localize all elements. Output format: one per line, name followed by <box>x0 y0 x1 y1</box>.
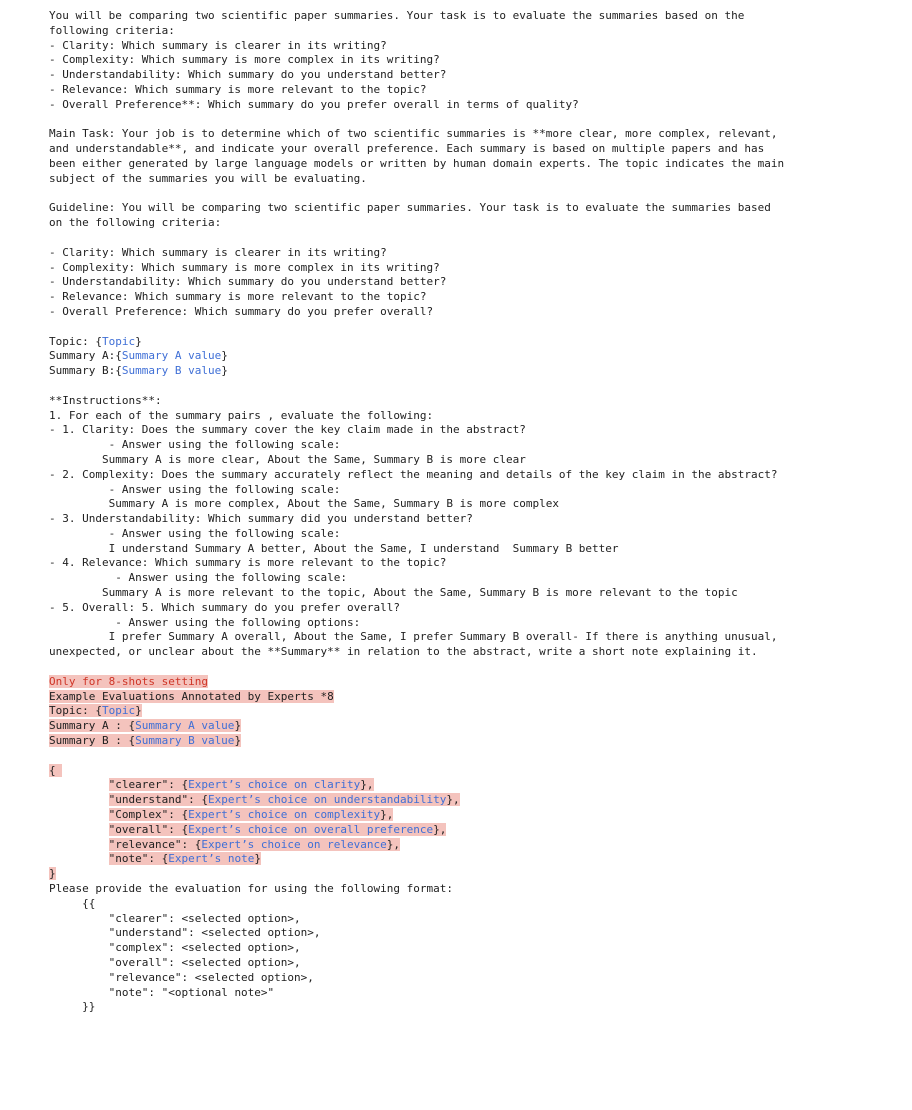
text-segment: subject of the summaries you will be evaluating. <box>49 171 367 185</box>
text-segment: - Relevance: Which summary is more relevant to the topic? <box>49 82 427 96</box>
text-line <box>49 231 902 246</box>
text-line <box>49 201 902 216</box>
text-segment: You will be comparing two scientific paper summaries. Your task is to evaluate the summaries based on the <box>49 9 745 22</box>
text-line <box>49 971 902 986</box>
text-line <box>49 305 902 320</box>
text-segment: }, <box>433 822 447 836</box>
highlighted-text-line <box>49 852 902 867</box>
text-segment: "overall": { <box>108 822 189 836</box>
text-segment: } <box>234 719 242 733</box>
highlighted-text-line <box>49 793 902 808</box>
text-segment: - Answer using the following scale: <box>115 571 348 585</box>
text-line <box>49 246 902 261</box>
text-segment: - Relevance: Which summary is more relevant to the topic? <box>49 290 427 304</box>
highlighted-text-line <box>49 867 902 882</box>
text-segment: Guideline: You will be comparing two scientific paper summaries. Your task is to evaluate the summaries based <box>49 201 771 215</box>
text-line <box>49 187 902 202</box>
text-segment: - Understandability: Which summary do you understand better? <box>49 68 447 82</box>
text-segment: - Answer using the following scale: <box>108 438 341 452</box>
highlighted-text-line <box>49 838 902 853</box>
text-segment: "understand": <selected option>, <box>108 926 321 940</box>
highlighted-text-line <box>49 690 902 705</box>
text-segment: following criteria: <box>49 23 175 37</box>
text-segment: "relevance": { <box>108 837 202 851</box>
text-segment: {{ <box>82 896 96 910</box>
text-segment: Summary A : { <box>49 719 136 733</box>
template-variable: Expert’s choice on clarity <box>188 778 361 792</box>
text-line <box>49 897 902 912</box>
text-segment: - Answer using the following scale: <box>108 482 341 496</box>
text-segment: Summary A is more complex, About the Same, Summary B is more complex <box>108 497 559 511</box>
text-segment: - Complexity: Which summary is more complex in its writing? <box>49 260 440 274</box>
text-segment: } <box>135 334 142 348</box>
template-variable: Summary A value <box>121 349 222 363</box>
text-segment: "note": "<optional note>" <box>108 985 275 999</box>
text-line <box>49 453 902 468</box>
text-segment: "clearer": { <box>108 778 189 792</box>
text-segment: } <box>234 734 242 748</box>
text-segment: } <box>221 364 228 378</box>
template-variable: Expert’s choice on relevance <box>201 837 387 851</box>
text-segment: "understand": { <box>108 793 208 807</box>
text-line <box>49 216 902 231</box>
text-line <box>49 172 902 187</box>
text-line <box>49 616 902 631</box>
template-variable: Expert’s choice on overall preference <box>188 822 434 836</box>
highlighted-text-line <box>49 704 902 719</box>
highlight-span <box>109 793 460 806</box>
text-line <box>49 68 902 83</box>
text-segment: "overall": <selected option>, <box>108 956 301 969</box>
text-segment: Summary A:{ <box>49 349 122 363</box>
highlight-span <box>49 719 241 732</box>
text-line <box>49 394 902 409</box>
text-line <box>49 749 902 764</box>
highlight-span <box>49 764 62 777</box>
text-segment: }} <box>82 1000 96 1014</box>
text-segment: - 1. Clarity: Does the summary cover the key claim made in the abstract? <box>49 423 526 437</box>
text-line <box>49 660 902 675</box>
highlight-span <box>109 823 447 836</box>
text-segment: } <box>135 704 142 718</box>
text-line <box>49 98 902 113</box>
highlight-span <box>49 734 241 747</box>
text-segment: Summary B:{ <box>49 364 122 378</box>
text-segment: and understandable**, and indicate your overall preference. Each summary is based on multiple papers and has <box>49 142 765 156</box>
highlight-span <box>109 838 400 851</box>
text-segment: - Answer using the following scale: <box>108 526 341 540</box>
text-segment: - Overall Preference**: Which summary do you prefer overall in terms of quality? <box>49 97 579 111</box>
text-segment: } <box>254 852 261 866</box>
text-segment: } <box>49 867 56 881</box>
text-line <box>49 438 902 453</box>
text-segment: { <box>49 763 63 777</box>
text-line <box>49 349 902 364</box>
text-segment: - Clarity: Which summary is clearer in its writing? <box>49 38 387 52</box>
highlighted-text-line <box>49 675 902 690</box>
text-segment: 1. For each of the summary pairs , evaluate the following: <box>49 408 434 422</box>
text-segment: Summary A is more clear, About the Same, Summary B is more clear <box>101 452 526 466</box>
text-segment: Summary A is more relevant to the topic, About the Same, Summary B is more relevant to the topic <box>101 586 738 600</box>
text-segment: "Complex": { <box>108 808 189 822</box>
text-segment: Example Evaluations Annotated by Experts *8 <box>49 689 334 703</box>
text-line <box>49 157 902 172</box>
text-segment: }, <box>446 793 460 807</box>
text-line <box>49 275 902 290</box>
text-segment: been either generated by large language models or written by human domain experts. The topic indicates the main <box>49 156 785 170</box>
text-segment: }, <box>386 837 401 851</box>
text-segment: **Instructions**: <box>49 393 162 407</box>
warning-text: Only for 8-shots setting <box>49 674 208 688</box>
text-segment: - Answer using the following options: <box>115 615 361 629</box>
highlight-span <box>49 690 334 703</box>
highlight-span <box>109 808 394 821</box>
text-segment: - 4. Relevance: Which summary is more relevant to the topic? <box>49 556 447 570</box>
text-segment: - Overall Preference: Which summary do you prefer overall? <box>49 304 434 318</box>
highlighted-text-line <box>49 719 902 734</box>
highlighted-text-line <box>49 823 902 838</box>
highlight-span <box>109 852 261 865</box>
text-line <box>49 142 902 157</box>
template-variable: Expert’s choice on complexity <box>188 808 381 822</box>
text-line <box>49 630 902 645</box>
template-variable: Summary B value <box>135 734 235 748</box>
text-line <box>49 512 902 527</box>
text-segment: I prefer Summary A overall, About the Same, I prefer Summary B overall- If there is anything unusual, <box>108 630 778 644</box>
text-line <box>49 556 902 571</box>
template-variable: Topic <box>101 704 136 718</box>
text-line <box>49 423 902 438</box>
text-line <box>49 1000 902 1015</box>
text-line <box>49 409 902 424</box>
text-line <box>49 379 902 394</box>
text-line <box>49 601 902 616</box>
text-line <box>49 24 902 39</box>
text-line <box>49 261 902 276</box>
highlighted-text-line <box>49 808 902 823</box>
text-line <box>49 364 902 379</box>
text-segment: "note": { <box>108 852 169 866</box>
highlighted-text-line <box>49 778 902 793</box>
text-line <box>49 645 902 660</box>
text-segment: - Clarity: Which summary is clearer in its writing? <box>49 245 387 259</box>
text-segment: on the following criteria: <box>49 216 222 230</box>
text-segment: - 5. Overall: 5. Which summary do you prefer overall? <box>49 600 400 614</box>
text-segment: I understand Summary A better, About the Same, I understand Summary B better <box>108 541 619 555</box>
text-line <box>49 290 902 305</box>
text-line <box>49 39 902 54</box>
text-segment: "relevance": <selected option>, <box>108 970 314 984</box>
text-segment: "complex": <selected option>, <box>108 941 301 955</box>
text-line <box>49 483 902 498</box>
text-segment: - 3. Understandability: Which summary did you understand better? <box>49 512 473 526</box>
text-line <box>49 542 902 557</box>
text-segment: - 2. Complexity: Does the summary accurately reflect the meaning and details of the key claim in the abstract? <box>49 467 778 481</box>
text-segment: unexpected, or unclear about the **Summary** in relation to the abstract, write a short note explaining it. <box>49 645 758 659</box>
highlight-span <box>109 778 374 791</box>
template-variable: Expert’s note <box>168 852 255 866</box>
text-line <box>49 127 902 142</box>
template-variable: Topic <box>101 334 136 348</box>
text-line <box>49 986 902 1001</box>
highlighted-text-line <box>49 764 902 779</box>
text-line <box>49 113 902 128</box>
text-segment: - Understandability: Which summary do you understand better? <box>49 275 447 289</box>
text-segment: Please provide the evaluation for using the following format: <box>49 882 453 896</box>
template-variable: Summary B value <box>121 364 222 378</box>
text-segment: Main Task: Your job is to determine which of two scientific summaries is **more clear, more complex, relevant, <box>49 127 778 141</box>
template-variable: Expert’s choice on understandability <box>207 793 447 807</box>
text-segment: Topic: { <box>49 334 102 348</box>
text-line <box>49 956 902 971</box>
text-line <box>49 586 902 601</box>
text-segment: "clearer": <selected option>, <box>108 911 301 925</box>
text-line <box>49 468 902 483</box>
text-line <box>49 527 902 542</box>
highlighted-text-line <box>49 734 902 749</box>
text-line <box>49 882 902 897</box>
text-segment: Summary B : { <box>49 734 136 748</box>
text-line <box>49 912 902 927</box>
text-line <box>49 9 902 24</box>
highlight-span <box>49 704 142 717</box>
template-variable: Summary A value <box>135 719 235 733</box>
text-segment: } <box>221 349 228 363</box>
text-segment: Topic: { <box>49 704 102 718</box>
highlight-span <box>49 867 56 880</box>
text-line <box>49 926 902 941</box>
highlight-span <box>49 675 208 688</box>
text-segment: }, <box>380 808 394 822</box>
text-line <box>49 320 902 335</box>
text-segment: }, <box>360 778 374 792</box>
text-line <box>49 335 902 350</box>
text-line <box>49 941 902 956</box>
text-line <box>49 53 902 68</box>
text-line <box>49 497 902 512</box>
text-segment: - Complexity: Which summary is more complex in its writing? <box>49 53 440 67</box>
text-line <box>49 571 902 586</box>
text-line <box>49 83 902 98</box>
